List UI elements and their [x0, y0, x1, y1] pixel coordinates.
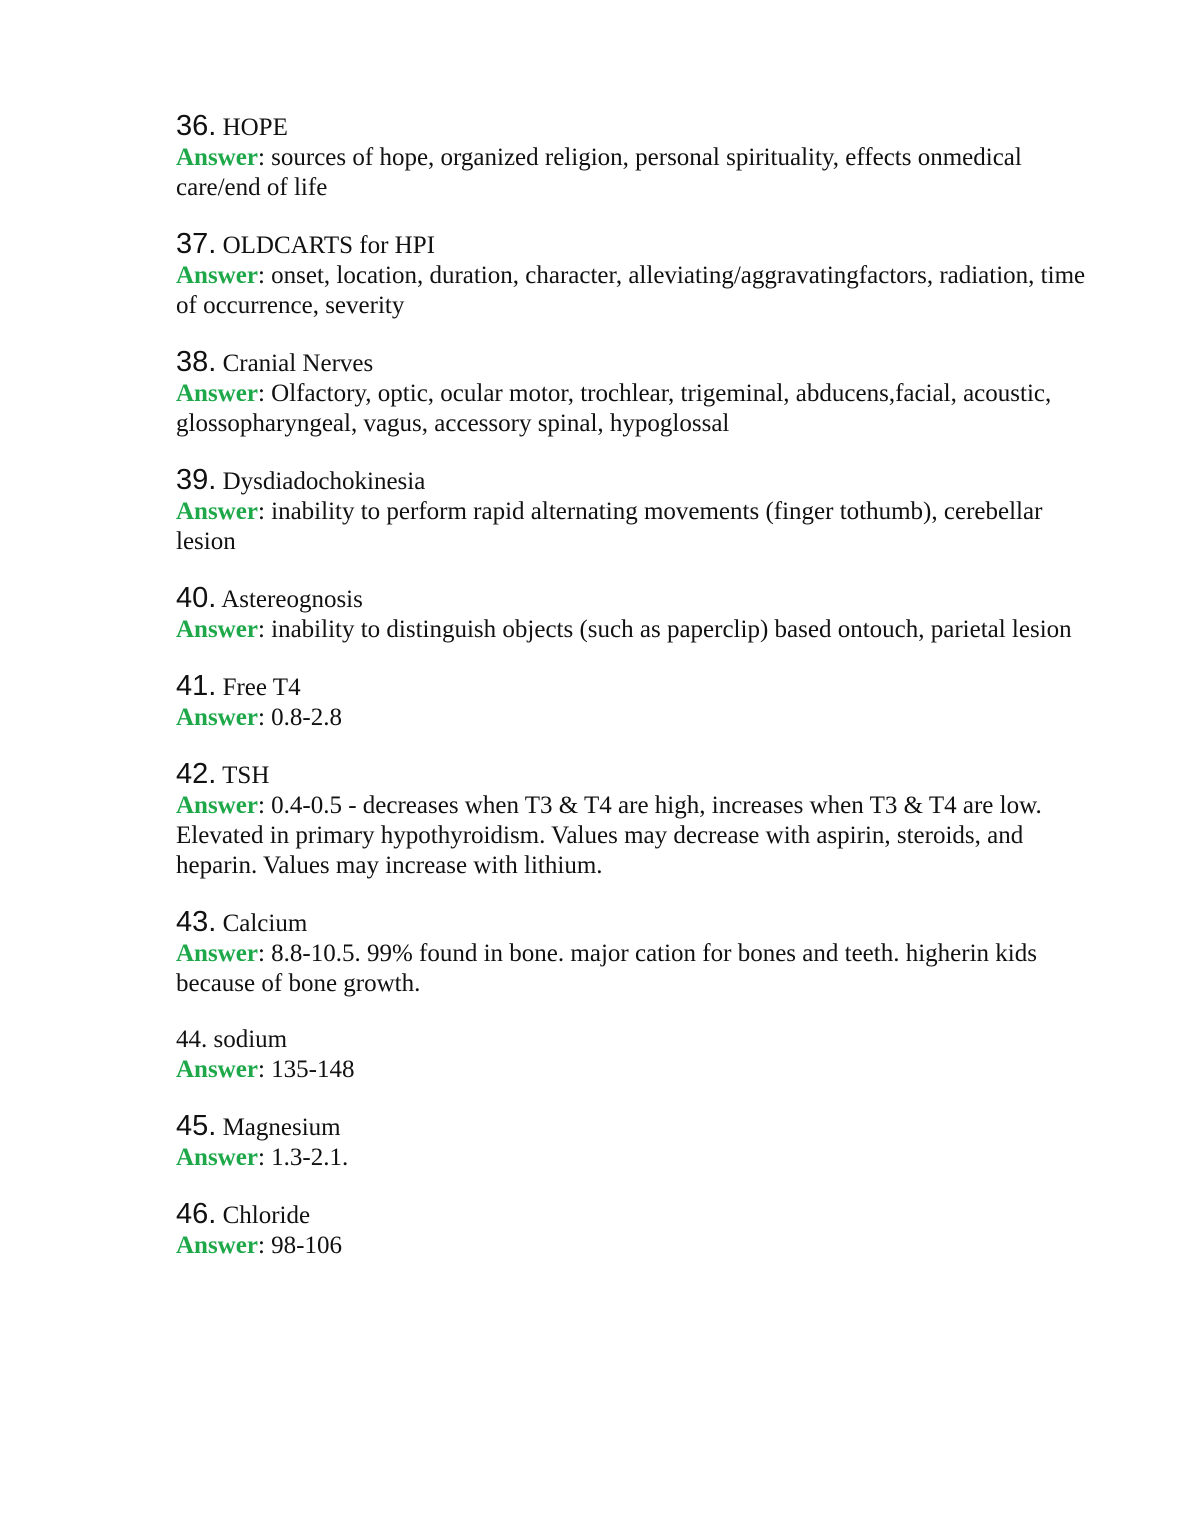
- answer-label: Answer: [176, 1232, 258, 1259]
- question-number: 39.: [176, 464, 217, 496]
- qa-item-38: [176, 347, 1106, 439]
- question-text: TSH: [222, 762, 270, 789]
- question-line: [176, 347, 1106, 379]
- qa-item-45: [176, 1111, 1106, 1173]
- answer-line: Answer: sources of hope, organized religion, personal spirituality, effects onmedical care/end of life: [176, 144, 1022, 201]
- answer-line: Answer: 98-106: [176, 1232, 342, 1259]
- question-text: Cranial Nerves: [222, 350, 374, 377]
- question-line: [176, 465, 1106, 497]
- qa-document: [176, 111, 1106, 1287]
- question-line: [176, 759, 1106, 791]
- answer-text: Olfactory, optic, ocular motor, trochlear, trigeminal, abducens,facial, acoustic, glossopharyngeal, vagus, accessory spinal, hypoglossal: [176, 380, 1052, 437]
- answer-label: Answer: [176, 1056, 258, 1083]
- question-line: [176, 1199, 1106, 1231]
- question-text: Astereognosis: [221, 586, 363, 613]
- qa-item-44: [176, 1025, 1106, 1085]
- qa-item-42: [176, 759, 1106, 881]
- question-line: [176, 671, 1106, 703]
- answer-label: Answer: [176, 940, 258, 967]
- qa-item-39: [176, 465, 1106, 557]
- answer-text: inability to perform rapid alternating movements (finger tothumb), cerebellar lesion: [176, 498, 1043, 555]
- question-text: OLDCARTS for HPI: [222, 232, 435, 259]
- answer-text: 1.3-2.1.: [271, 1144, 349, 1171]
- question-line: [176, 111, 1106, 143]
- answer-line: Answer: 1.3-2.1.: [176, 1144, 349, 1171]
- answer-label: Answer: [176, 498, 258, 525]
- question-text: Free T4: [222, 674, 301, 701]
- question-number: 37.: [176, 228, 217, 260]
- answer-text: 98-106: [271, 1232, 342, 1259]
- question-line: [176, 1025, 1106, 1055]
- answer-label: Answer: [176, 616, 258, 643]
- question-text: sodium: [213, 1026, 288, 1053]
- question-text: Dysdiadochokinesia: [222, 468, 426, 495]
- question-number: 41.: [176, 670, 217, 702]
- answer-text: 135-148: [271, 1056, 355, 1083]
- answer-text: 8.8-10.5. 99% found in bone. major cation for bones and teeth. higherin kids because of bone growth.: [176, 940, 1037, 997]
- answer-line: Answer: inability to distinguish objects (such as paperclip) based ontouch, parietal lesion: [176, 616, 1072, 643]
- question-number: 36.: [176, 110, 217, 142]
- question-number: 38.: [176, 346, 217, 378]
- answer-line: Answer: onset, location, duration, character, alleviating/aggravatingfactors, radiation, time of occurrence, severity: [176, 262, 1086, 319]
- answer-text: sources of hope, organized religion, personal spirituality, effects onmedical care/end of life: [176, 144, 1022, 201]
- question-number: 44.: [176, 1026, 208, 1053]
- qa-item-43: [176, 907, 1106, 999]
- answer-label: Answer: [176, 792, 258, 819]
- question-number: 45.: [176, 1110, 217, 1142]
- question-text: HOPE: [222, 114, 288, 141]
- answer-line: Answer: inability to perform rapid alternating movements (finger tothumb), cerebellar lesion: [176, 498, 1043, 555]
- question-line: [176, 229, 1106, 261]
- answer-label: Answer: [176, 704, 258, 731]
- question-number: 43.: [176, 906, 217, 938]
- question-line: [176, 907, 1106, 939]
- answer-text: onset, location, duration, character, alleviating/aggravatingfactors, radiation, time of occurrence, severity: [176, 262, 1086, 319]
- question-text: Magnesium: [222, 1114, 341, 1141]
- question-number: 42.: [176, 758, 217, 790]
- question-text: Calcium: [222, 910, 308, 937]
- question-line: [176, 1111, 1106, 1143]
- answer-line: Answer: 0.4-0.5 - decreases when T3 & T4 are high, increases when T3 & T4 are low. Elevated in primary hypothyroidism. Values may decrease with aspirin, steroids, and heparin. Values may increase with lithium.: [176, 792, 1042, 879]
- answer-text: 0.4-0.5 - decreases when T3 & T4 are high, increases when T3 & T4 are low. Elevated in primary hypothyroidism. Values may decrease with aspirin, steroids, and heparin. Values may increase with lithium.: [176, 792, 1042, 879]
- qa-item-36: [176, 111, 1106, 203]
- qa-item-41: [176, 671, 1106, 733]
- answer-label: Answer: [176, 262, 258, 289]
- answer-label: Answer: [176, 1144, 258, 1171]
- qa-item-37: [176, 229, 1106, 321]
- qa-item-40: [176, 583, 1106, 645]
- answer-text: inability to distinguish objects (such as paperclip) based ontouch, parietal lesion: [271, 616, 1072, 643]
- answer-label: Answer: [176, 380, 258, 407]
- answer-label: Answer: [176, 144, 258, 171]
- answer-line: Answer: 135-148: [176, 1056, 355, 1083]
- answer-line: Answer: Olfactory, optic, ocular motor, trochlear, trigeminal, abducens,facial, acoustic, glossopharyngeal, vagus, accessory spinal, hypoglossal: [176, 380, 1052, 437]
- question-number: 40.: [176, 582, 217, 614]
- question-number: 46.: [176, 1198, 217, 1230]
- question-line: [176, 583, 1106, 615]
- qa-item-46: [176, 1199, 1106, 1261]
- answer-line: Answer: 8.8-10.5. 99% found in bone. major cation for bones and teeth. higherin kids because of bone growth.: [176, 940, 1037, 997]
- answer-text: 0.8-2.8: [271, 704, 342, 731]
- answer-line: Answer: 0.8-2.8: [176, 704, 342, 731]
- question-text: Chloride: [222, 1202, 311, 1229]
